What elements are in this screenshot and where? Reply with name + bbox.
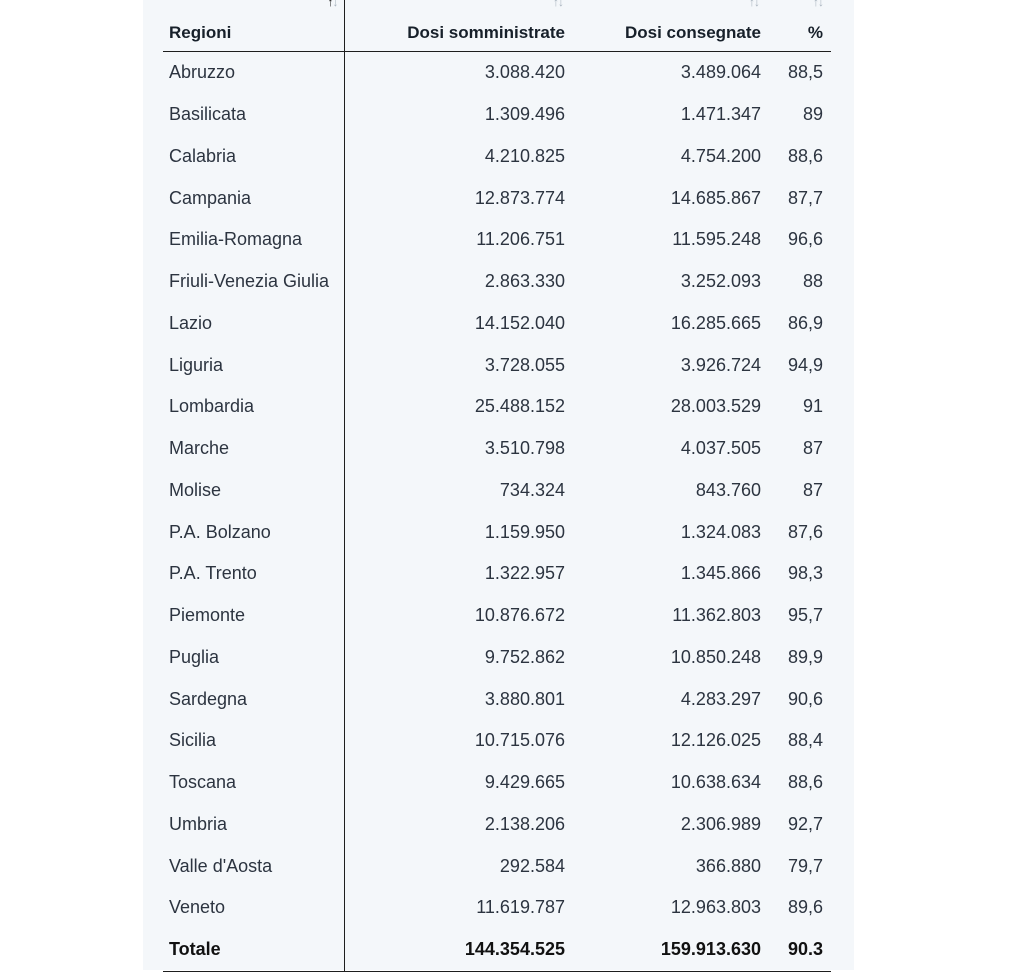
table-row: [163, 386, 831, 428]
cell-region: P.A. Bolzano: [163, 511, 344, 553]
total-administered: 144.354.525: [344, 929, 571, 972]
column-header-label: Regioni: [169, 23, 232, 42]
cell-administered: 25.488.152: [474, 396, 565, 417]
cell-region: Sicilia: [163, 720, 344, 762]
cell-administered: 3.880.801: [484, 688, 565, 709]
cell-region: Calabria: [163, 136, 344, 178]
cell-percent: 79,7: [787, 855, 823, 876]
cell-percent: 87,7: [787, 187, 823, 208]
cell-region: Sardegna: [163, 678, 344, 720]
table-total-row: [163, 929, 831, 972]
column-header-region[interactable]: [163, 0, 344, 52]
cell-percent: 96,6: [787, 229, 823, 250]
cell-delivered: 1.345.866: [680, 563, 761, 584]
cell-delivered: 28.003.529: [670, 396, 761, 417]
cell-administered: 11.619.787: [476, 897, 565, 918]
sort-down-icon: ↓: [558, 0, 563, 9]
table-row: [163, 804, 831, 846]
sort-down-icon: ↓: [818, 0, 823, 9]
cell-delivered: 12.963.803: [670, 897, 761, 918]
cell-delivered: 3.926.724: [680, 354, 761, 375]
cell-region: Abruzzo: [163, 52, 344, 94]
cell-percent: 88,6: [787, 772, 823, 793]
cell-region: Puglia: [163, 637, 344, 679]
cell-administered: 10.715.076: [474, 730, 565, 751]
table-row: [163, 845, 831, 887]
total-delivered: 159.913.630: [571, 929, 767, 972]
cell-delivered: 16.285.665: [670, 312, 761, 333]
cell-region: Basilicata: [163, 94, 344, 136]
cell-percent: 87,6: [787, 521, 823, 542]
vaccine-doses-table: [163, 0, 831, 972]
cell-region: Marche: [163, 428, 344, 470]
cell-delivered: 12.126.025: [670, 730, 761, 751]
cell-administered: 10.876.672: [474, 605, 565, 626]
sort-up-icon: ↑: [327, 0, 333, 9]
sort-arrows-icon[interactable]: [813, 0, 823, 8]
column-header-percent[interactable]: [767, 0, 831, 52]
sort-down-icon: ↓: [754, 0, 759, 9]
cell-percent: 88,4: [787, 730, 823, 751]
cell-delivered: 2.306.989: [680, 813, 761, 834]
cell-delivered: 11.595.248: [672, 229, 761, 250]
column-header-label: %: [807, 23, 823, 42]
cell-delivered: 843.760: [695, 479, 761, 500]
table-row: [163, 219, 831, 261]
sort-up-icon: ↑: [749, 0, 754, 9]
cell-region: Toscana: [163, 762, 344, 804]
cell-delivered: 10.638.634: [670, 772, 761, 793]
sort-up-icon: ↑: [553, 0, 558, 9]
cell-region: Piemonte: [163, 595, 344, 637]
cell-percent: 94,9: [787, 354, 823, 375]
cell-administered: 2.863.330: [484, 271, 565, 292]
total-percent: 90.3: [767, 929, 831, 972]
table-row: [163, 428, 831, 470]
cell-administered: 14.152.040: [474, 312, 565, 333]
table-row: [163, 52, 831, 94]
cell-region: Friuli-Venezia Giulia: [163, 261, 344, 303]
table-row: [163, 678, 831, 720]
table-row: [163, 762, 831, 804]
table-row: [163, 637, 831, 679]
table-row: [163, 261, 831, 303]
sort-up-icon: ↑: [813, 0, 818, 9]
cell-administered: 9.429.665: [484, 772, 565, 793]
cell-administered: 292.584: [499, 855, 565, 876]
cell-percent: 95,7: [787, 605, 823, 626]
cell-percent: 92,7: [787, 813, 823, 834]
cell-delivered: 14.685.867: [670, 187, 761, 208]
cell-region: Lazio: [163, 303, 344, 345]
cell-region: Valle d'Aosta: [163, 845, 344, 887]
table-row: [163, 595, 831, 637]
cell-delivered: 1.471.347: [680, 104, 761, 125]
cell-percent: 98,3: [787, 563, 823, 584]
cell-percent: 87: [802, 479, 823, 500]
cell-administered: 3.088.420: [484, 62, 565, 83]
cell-region: Campania: [163, 177, 344, 219]
cell-percent: 88,6: [787, 145, 823, 166]
cell-percent: 89,6: [787, 897, 823, 918]
table-body: [163, 52, 831, 929]
cell-administered: 12.873.774: [474, 187, 565, 208]
sort-arrows-icon[interactable]: [553, 0, 563, 8]
table-row: [163, 177, 831, 219]
cell-administered: 1.322.957: [484, 563, 565, 584]
cell-delivered: 4.754.200: [680, 145, 761, 166]
cell-administered: 3.728.055: [484, 354, 565, 375]
cell-region: Liguria: [163, 344, 344, 386]
column-header-delivered[interactable]: [571, 0, 767, 52]
sort-down-icon: ↓: [332, 0, 338, 9]
table-row: [163, 344, 831, 386]
cell-region: P.A. Trento: [163, 553, 344, 595]
cell-delivered: 4.037.505: [680, 438, 761, 459]
cell-percent: 87: [802, 438, 823, 459]
cell-percent: 88,5: [787, 62, 823, 83]
cell-percent: 91: [802, 396, 823, 417]
cell-region: Veneto: [163, 887, 344, 929]
table-row: [163, 511, 831, 553]
column-header-label: Dosi consegnate: [624, 23, 761, 42]
cell-administered: 1.159.950: [484, 521, 565, 542]
cell-administered: 11.206.751: [476, 229, 565, 250]
table-row: [163, 136, 831, 178]
table-row: [163, 94, 831, 136]
cell-region: Lombardia: [163, 386, 344, 428]
column-header-label: Dosi somministrate: [407, 23, 565, 42]
cell-percent: 88: [802, 271, 823, 292]
column-header-administered[interactable]: [344, 0, 571, 52]
cell-delivered: 11.362.803: [672, 605, 761, 626]
table-row: [163, 887, 831, 929]
cell-percent: 89,9: [787, 646, 823, 667]
cell-delivered: 3.489.064: [680, 62, 761, 83]
cell-administered: 1.309.496: [484, 104, 565, 125]
cell-administered: 734.324: [499, 479, 565, 500]
cell-delivered: 10.850.248: [670, 646, 761, 667]
cell-delivered: 3.252.093: [680, 271, 761, 292]
table-row: [163, 470, 831, 512]
cell-administered: 2.138.206: [484, 813, 565, 834]
cell-delivered: 1.324.083: [680, 521, 761, 542]
cell-administered: 9.752.862: [484, 646, 565, 667]
total-label: Totale: [163, 929, 344, 972]
cell-administered: 4.210.825: [484, 145, 565, 166]
table-row: [163, 553, 831, 595]
sort-arrows-icon[interactable]: [328, 0, 338, 8]
table-header-row: [163, 0, 831, 52]
cell-administered: 3.510.798: [484, 438, 565, 459]
cell-region: Umbria: [163, 804, 344, 846]
sort-arrows-icon[interactable]: [749, 0, 759, 8]
cell-region: Molise: [163, 470, 344, 512]
cell-delivered: 366.880: [695, 855, 761, 876]
cell-region: Emilia-Romagna: [163, 219, 344, 261]
table-row: [163, 720, 831, 762]
cell-delivered: 4.283.297: [680, 688, 761, 709]
table-row: [163, 303, 831, 345]
cell-percent: 89: [802, 104, 823, 125]
cell-percent: 86,9: [787, 312, 823, 333]
cell-percent: 90,6: [787, 688, 823, 709]
